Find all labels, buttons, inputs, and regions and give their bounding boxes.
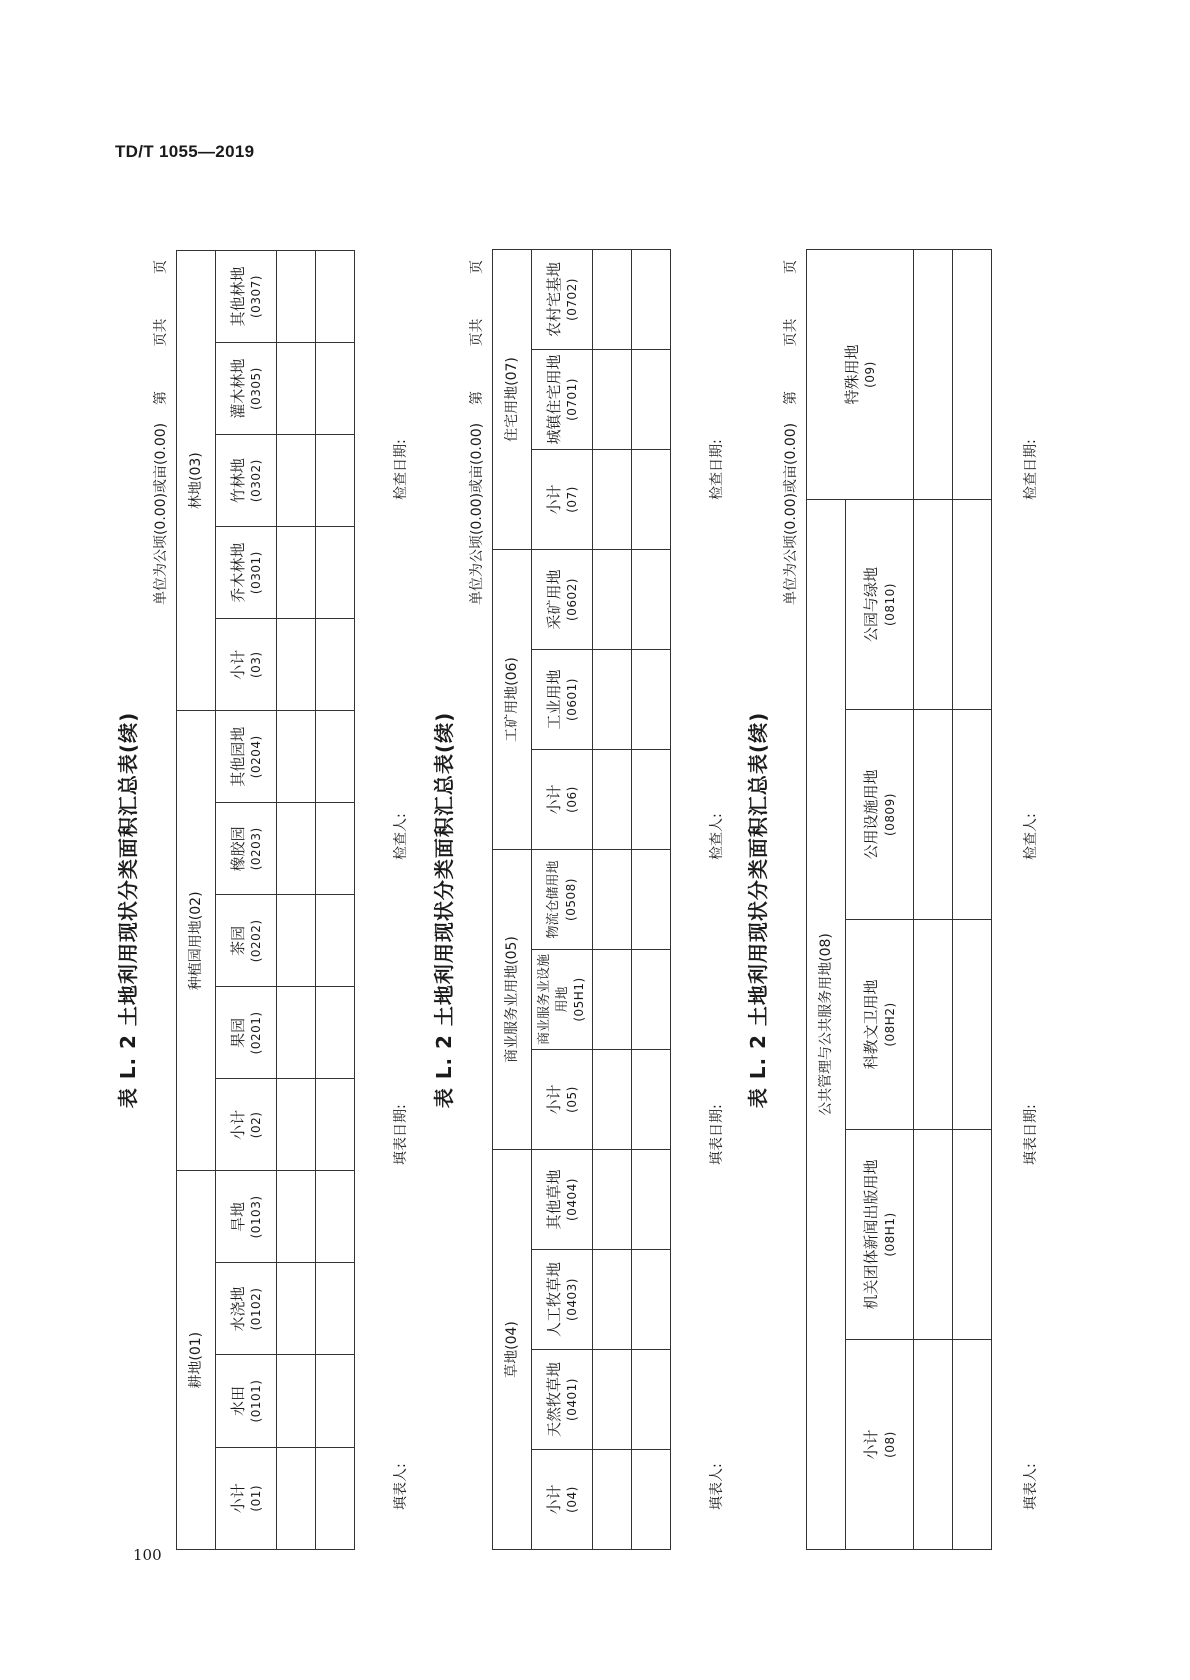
page-ye: 页 xyxy=(783,260,799,274)
column-header xyxy=(846,920,914,1130)
column-code: (03) xyxy=(249,651,264,679)
column-code: (0508) xyxy=(563,878,578,921)
checker-label: 检查人: xyxy=(393,813,409,860)
column-code: (06) xyxy=(565,786,580,813)
column-code: (0201) xyxy=(249,1011,264,1055)
table-block-2 xyxy=(428,250,725,1570)
fill-date-label: 填表日期: xyxy=(393,1104,409,1165)
column-header xyxy=(846,500,914,710)
column-code: (0403) xyxy=(565,1278,580,1321)
document-code: TD/T 1055—2019 xyxy=(115,142,255,161)
column-code: (0401) xyxy=(565,1378,580,1421)
column-header xyxy=(532,649,593,749)
column-header xyxy=(216,895,277,987)
column-header xyxy=(532,1250,593,1350)
column-header xyxy=(216,803,277,895)
table-title: 表 L. 2 土地利用现状分类面积汇总表(续) xyxy=(432,711,456,1109)
table-row xyxy=(593,249,632,1549)
column-header xyxy=(216,435,277,527)
check-date-label: 检查日期: xyxy=(1023,439,1039,500)
column-code: (0301) xyxy=(249,551,264,595)
column-header xyxy=(216,343,277,435)
page-number: 100 xyxy=(133,1546,162,1564)
column-code: (0602) xyxy=(565,578,580,621)
column-name: 茶园 xyxy=(228,925,247,956)
summary-table xyxy=(806,249,992,1550)
column-header xyxy=(216,1355,277,1447)
checker-label: 检查人: xyxy=(709,813,725,860)
column-header xyxy=(532,749,593,849)
column-name: 小计 xyxy=(544,1484,563,1515)
group-header: 草地(04) xyxy=(493,1150,532,1550)
column-code: (0204) xyxy=(249,735,264,779)
column-name: 灌木林地 xyxy=(228,358,247,419)
checker-label: 检查人: xyxy=(1023,813,1039,860)
column-code: (0101) xyxy=(249,1379,264,1423)
column-code: (0202) xyxy=(249,919,264,963)
unit-text: 单位为公顷(0.00)或亩(0.00) xyxy=(153,422,169,606)
column-code: (07) xyxy=(565,486,580,513)
column-header xyxy=(532,449,593,549)
group-header: 商业服务业用地(05) xyxy=(493,849,532,1149)
column-name: 公用设施用地 xyxy=(862,769,881,860)
column-header xyxy=(216,251,277,343)
column-header xyxy=(216,527,277,619)
column-header xyxy=(532,1050,593,1150)
table-row xyxy=(316,251,355,1550)
group-header: 耕地(01) xyxy=(177,1171,216,1550)
column-name: 农村宅基地 xyxy=(544,261,563,337)
column-header xyxy=(216,711,277,803)
group-code: (09) xyxy=(863,361,878,388)
table-block-3 xyxy=(742,250,1039,1570)
column-header xyxy=(216,1263,277,1355)
column-name: 水田 xyxy=(228,1386,247,1417)
column-code: (08H2) xyxy=(882,1002,897,1047)
column-name: 其他草地 xyxy=(544,1169,563,1230)
check-date-label: 检查日期: xyxy=(709,439,725,500)
column-code: (05H1) xyxy=(572,977,587,1022)
column-code: (0203) xyxy=(249,827,264,871)
column-name: 果园 xyxy=(228,1017,247,1048)
column-name: 其他林地 xyxy=(228,266,247,327)
page-ye-gong: 页共 xyxy=(783,318,799,347)
page-ye: 页 xyxy=(469,260,485,274)
group-header: 工矿用地(06) xyxy=(493,549,532,849)
page-di: 第 xyxy=(153,391,169,406)
summary-table xyxy=(176,250,355,1550)
column-code: (02) xyxy=(249,1111,264,1139)
column-name: 工业用地 xyxy=(544,669,563,730)
column-code: (0307) xyxy=(249,275,264,318)
column-code: (0701) xyxy=(565,378,580,421)
column-header xyxy=(846,710,914,920)
column-header xyxy=(846,1340,914,1550)
column-header xyxy=(532,549,593,649)
filler-label: 填表人: xyxy=(709,1463,725,1510)
column-name: 小计 xyxy=(862,1429,881,1460)
column-name: 天然牧草地 xyxy=(544,1362,563,1438)
page-di: 第 xyxy=(783,391,799,406)
column-code: (0702) xyxy=(565,278,580,321)
fill-date-label: 填表日期: xyxy=(709,1104,725,1165)
unit-line xyxy=(466,260,486,605)
column-code: (0810) xyxy=(882,583,897,626)
column-code: (0809) xyxy=(882,793,897,836)
group-header: 种植园用地(02) xyxy=(177,711,216,1171)
group-name: 特殊用地 xyxy=(842,344,861,405)
column-code: (01) xyxy=(249,1484,264,1512)
table-row xyxy=(632,249,671,1549)
column-header xyxy=(532,950,593,1050)
column-code: (08) xyxy=(882,1431,897,1458)
column-name: 人工牧草地 xyxy=(544,1262,563,1338)
column-name: 小计 xyxy=(228,649,247,680)
column-code: (0404) xyxy=(565,1178,580,1221)
column-name: 采矿用地 xyxy=(544,569,563,630)
table-row xyxy=(277,251,316,1550)
group-header-special xyxy=(807,250,914,500)
column-header xyxy=(532,1450,593,1550)
column-name: 旱地 xyxy=(228,1201,247,1232)
unit-line xyxy=(150,260,170,605)
column-name: 机关团体新闻出版用地 xyxy=(862,1159,881,1310)
column-name: 城镇住宅用地 xyxy=(544,354,563,445)
column-header xyxy=(216,1079,277,1171)
table-block-1 xyxy=(112,250,409,1570)
page-ye-gong: 页共 xyxy=(469,318,485,347)
check-date-label: 检查日期: xyxy=(393,439,409,500)
column-name: 橡胶园 xyxy=(228,826,247,872)
column-header xyxy=(216,1447,277,1549)
table-row xyxy=(914,250,953,1550)
filler-label: 填表人: xyxy=(393,1463,409,1510)
column-name: 小计 xyxy=(544,784,563,815)
column-name: 小计 xyxy=(544,1084,563,1115)
unit-text: 单位为公顷(0.00)或亩(0.00) xyxy=(783,422,799,606)
column-header xyxy=(216,987,277,1079)
page-ye-gong: 页共 xyxy=(153,318,169,347)
column-name: 小计 xyxy=(544,484,563,515)
column-header xyxy=(532,849,593,949)
summary-table xyxy=(492,249,671,1550)
unit-line xyxy=(780,260,800,605)
signature-line xyxy=(1020,250,1042,1550)
column-code: (0305) xyxy=(249,367,264,411)
column-name: 水浇地 xyxy=(228,1286,247,1332)
group-header: 公共管理与公共服务用地(08) xyxy=(807,500,846,1550)
column-code: (0601) xyxy=(565,678,580,721)
filler-label: 填表人: xyxy=(1023,1463,1039,1510)
column-name: 物流仓储用地 xyxy=(546,860,562,939)
column-name: 小计 xyxy=(228,1483,247,1514)
column-name: 竹林地 xyxy=(228,458,247,504)
column-header xyxy=(532,1350,593,1450)
column-header xyxy=(532,249,593,349)
table-title: 表 L. 2 土地利用现状分类面积汇总表(续) xyxy=(116,711,140,1109)
column-name: 其他园地 xyxy=(228,726,247,787)
column-code: (0302) xyxy=(249,459,264,503)
column-header xyxy=(532,1150,593,1250)
table-title: 表 L. 2 土地利用现状分类面积汇总表(续) xyxy=(746,711,770,1109)
page-di: 第 xyxy=(469,391,485,406)
group-header: 住宅用地(07) xyxy=(493,249,532,549)
column-name: 公园与绿地 xyxy=(862,567,881,643)
column-code: (0102) xyxy=(249,1287,264,1331)
column-name: 科教文卫用地 xyxy=(862,979,881,1070)
column-code: (08H1) xyxy=(882,1212,897,1257)
column-name: 商业服务业设施用地 xyxy=(537,954,570,1046)
column-name: 乔木林地 xyxy=(228,542,247,603)
table-row xyxy=(953,250,992,1550)
column-header xyxy=(216,619,277,711)
column-code: (0103) xyxy=(249,1195,264,1239)
column-name: 小计 xyxy=(228,1109,247,1140)
column-header xyxy=(532,349,593,449)
column-header xyxy=(216,1171,277,1263)
signature-line xyxy=(706,250,728,1550)
unit-text: 单位为公顷(0.00)或亩(0.00) xyxy=(469,422,485,606)
column-header xyxy=(846,1130,914,1340)
signature-line xyxy=(390,250,412,1550)
column-code: (05) xyxy=(565,1086,580,1113)
fill-date-label: 填表日期: xyxy=(1023,1104,1039,1165)
group-header: 林地(03) xyxy=(177,251,216,711)
page-ye: 页 xyxy=(153,260,169,274)
column-code: (04) xyxy=(565,1486,580,1513)
